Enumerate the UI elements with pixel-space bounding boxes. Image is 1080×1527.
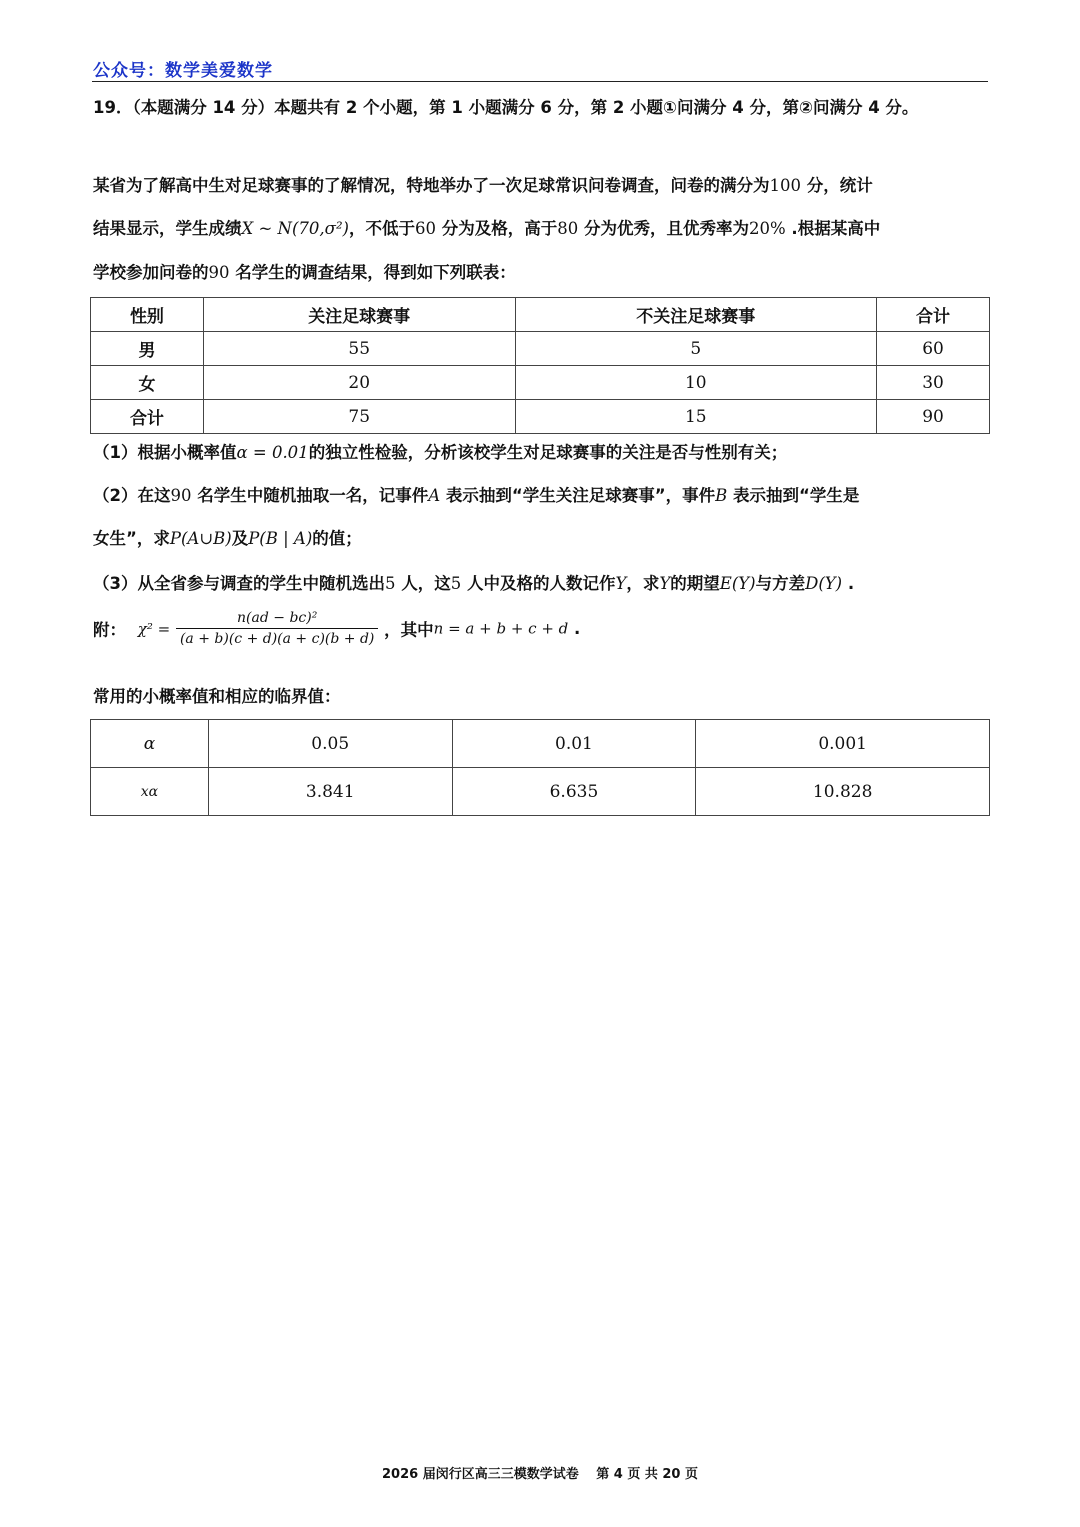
table-row-label: 男 [91, 332, 204, 366]
part-2-line-2 [93, 525, 362, 549]
union-probability-math: P(A∪B) [169, 529, 232, 548]
part-text: . [842, 574, 855, 593]
intro-number: 20% [749, 219, 786, 238]
part-3 [93, 570, 854, 594]
table-header-cell: 性别 [91, 298, 204, 332]
variance-math: D(Y) [805, 574, 843, 593]
table-row [91, 400, 990, 434]
intro-number: 100 [769, 176, 801, 195]
table-cell: 55 [203, 332, 515, 366]
conditional-probability-math: P(B | A) [248, 529, 313, 548]
table-cell: 6.635 [452, 768, 696, 816]
formula-denominator: (a + b)(c + d)(a + c)(b + d) [179, 631, 375, 647]
intro-number: 60 [415, 219, 436, 238]
intro-text: ，不低于 [349, 219, 415, 238]
part-text: 表示抽到“学生关注足球赛事”，事件 [440, 486, 716, 505]
table-cell: 0.05 [208, 720, 452, 768]
intro-text: 分为及格，高于 [436, 219, 558, 238]
critical-values-table [90, 719, 990, 816]
part-number: 5 [450, 574, 462, 593]
table-cell: 15 [515, 400, 877, 434]
part-text: 及 [231, 529, 249, 548]
table-header-cell: 不关注足球赛事 [515, 298, 877, 332]
formula-numerator: n(ad − bc)² [176, 610, 378, 629]
table-cell: 0.001 [696, 720, 990, 768]
page-footer: 2026 届闵行区高三三模数学试卷 第 4 页 共 20 页 [382, 1467, 698, 1482]
part-text: （1）根据小概率值 [93, 443, 237, 462]
part-number: 5 [384, 574, 396, 593]
table-row-label: 合计 [91, 400, 204, 434]
critical-values-caption: 常用的小概率值和相应的临界值： [93, 687, 341, 706]
intro-number: 80 [557, 219, 579, 238]
table-cell: 20 [203, 366, 515, 400]
chi-square-symbol: χ² = [137, 619, 171, 638]
header-brand: 公众号：数学美爱数学 [93, 61, 273, 81]
intro-line-2 [93, 215, 880, 239]
part-text: （2）在这 [93, 486, 171, 505]
part-number: 90 [170, 486, 192, 505]
part-text: 与方差 [755, 574, 806, 593]
part-1 [93, 439, 787, 463]
part-text: ，求 [626, 574, 660, 593]
table-cell: 10 [515, 366, 877, 400]
intro-text: 名学生的调查结果，得到如下列联表： [229, 263, 516, 282]
table-row-label: 女 [91, 366, 204, 400]
table-row-label: α [91, 720, 209, 768]
intro-text: .根据某高中 [785, 219, 881, 238]
part-text: 人中及格的人数记作 [461, 574, 616, 593]
intro-text: 分为优秀，且优秀率为 [578, 219, 749, 238]
table-header-cell: 关注足球赛事 [203, 298, 515, 332]
intro-text: 学校参加问卷的 [93, 263, 209, 282]
chi-square-formula [93, 610, 580, 647]
variable-y-math: Y [615, 574, 627, 593]
part-text: 的值； [312, 529, 362, 548]
intro-number: 90 [208, 263, 230, 282]
question-heading: 19．（本题满分 14 分）本题共有 2 个小题，第 1 小题满分 6 分，第 2 小题①问满分 4 分，第②问满分 4 分。 [93, 98, 919, 117]
intro-text: 某省为了解高中生对足球赛事的了解情况，特地举办了一次足球常识问卷调查，问卷的满分为 [93, 176, 770, 195]
table-header-cell: 合计 [877, 298, 990, 332]
part-2-line-1 [93, 482, 859, 506]
n-definition-math: n = a + b + c + d [433, 619, 569, 638]
table-cell: 60 [877, 332, 990, 366]
table-row [91, 720, 990, 768]
event-a-math: A [428, 486, 441, 505]
part-text: 表示抽到“学生是 [727, 486, 860, 505]
formula-fraction [176, 610, 378, 647]
intro-line-3 [93, 259, 516, 283]
table-row [91, 332, 990, 366]
table-cell: 75 [203, 400, 515, 434]
table-cell: 0.01 [452, 720, 696, 768]
event-b-math: B [715, 486, 728, 505]
intro-text: 结果显示，学生成绩 [93, 219, 242, 238]
normal-distribution-math: X ~ N(70,σ²) [241, 219, 349, 238]
intro-line-1 [93, 172, 873, 196]
table-cell: 10.828 [696, 768, 990, 816]
table-row [91, 768, 990, 816]
table-cell: 90 [877, 400, 990, 434]
table-cell: 3.841 [208, 768, 452, 816]
formula-end: . [568, 619, 581, 638]
table-cell: 5 [515, 332, 877, 366]
part-text: 的期望 [670, 574, 720, 593]
table-row [91, 366, 990, 400]
part-text: 女生”，求 [93, 529, 170, 548]
alpha-math: α = 0.01 [236, 443, 309, 462]
intro-text: 分，统计 [801, 176, 873, 195]
formula-label: 附： [93, 620, 126, 640]
table-cell: 30 [877, 366, 990, 400]
part-text: 人，这 [395, 574, 451, 593]
expectation-math: E(Y) [719, 574, 756, 593]
formula-where: ，其中 [384, 620, 434, 640]
part-text: 的独立性检验，分析该校学生对足球赛事的关注是否与性别有关； [308, 443, 788, 462]
table-row-label: xα [91, 768, 209, 816]
header-divider [92, 81, 988, 82]
part-text: （3）从全省参与调查的学生中随机选出 [93, 574, 385, 593]
variable-y-math: Y [659, 574, 671, 593]
contingency-table [90, 297, 990, 434]
part-text: 名学生中随机抽取一名，记事件 [191, 486, 429, 505]
table-header-row [91, 298, 990, 332]
